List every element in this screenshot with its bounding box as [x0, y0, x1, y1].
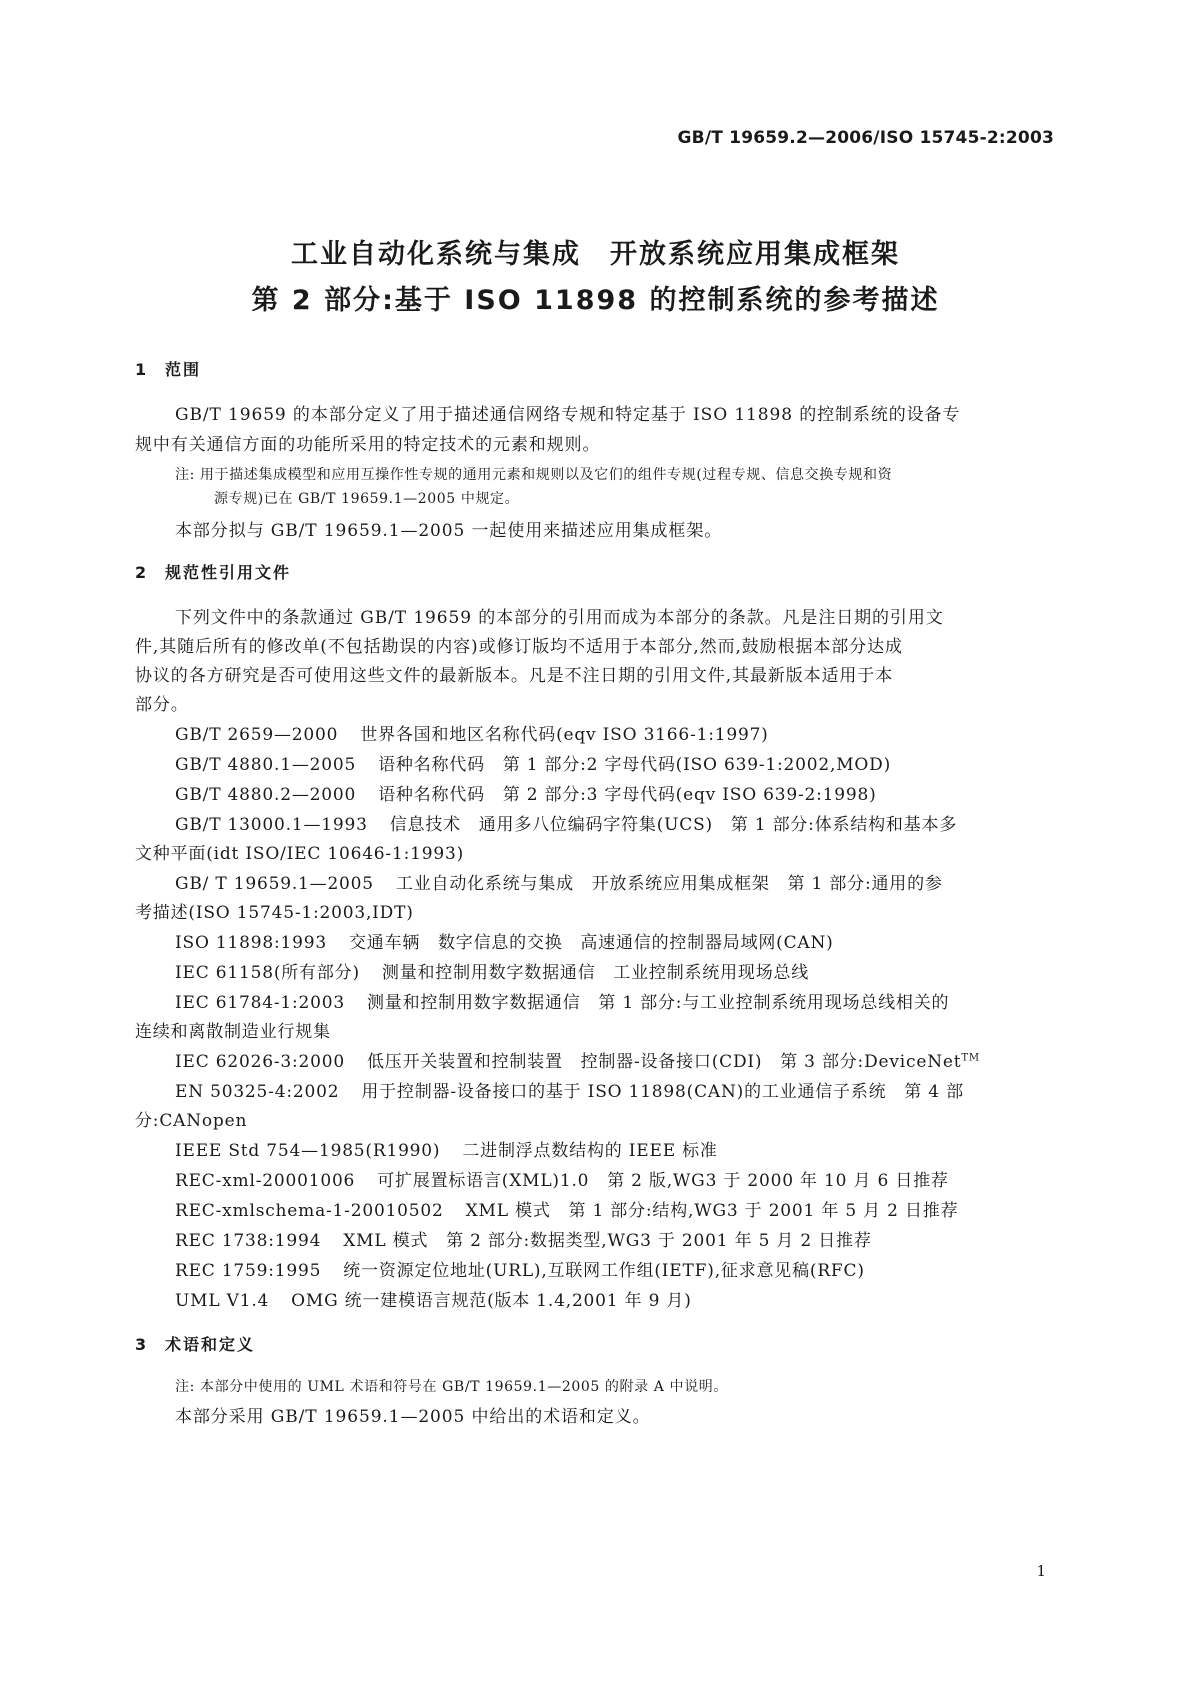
paragraph-line: 部分。: [135, 695, 189, 715]
reference-item-continuation: 文种平面(idt ISO/IEC 10646-1:1993): [135, 844, 465, 864]
reference-item-continuation: 连续和离散制造业行规集: [135, 1022, 331, 1042]
trademark-superscript: TM: [961, 1052, 980, 1064]
section-number: 1: [135, 360, 147, 379]
standard-code: GB/T 19659.2—2006/ISO 15745-2:2003: [677, 128, 1054, 148]
note-line: 注: 用于描述集成模型和应用互操作性专规的通用元素和规则以及它们的组件专规(过程专规、信息交换专规和资: [175, 467, 893, 483]
paragraph-line: 本部分采用 GB/T 19659.1—2005 中给出的术语和定义。: [175, 1407, 651, 1427]
paragraph-line: 下列文件中的条款通过 GB/T 19659 的本部分的引用而成为本部分的条款。凡是注日期的引用文: [175, 608, 944, 628]
section-title: 规范性引用文件: [165, 563, 292, 582]
title-line-2: 第 2 部分:基于 ISO 11898 的控制系统的参考描述: [251, 285, 940, 316]
section-title: 范围: [165, 360, 202, 379]
reference-item: GB/T 2659—2000 世界各国和地区名称代码(eqv ISO 3166-1:1997): [175, 725, 769, 745]
reference-item: IEC 61784-1:2003 测量和控制用数字数据通信 第 1 部分:与工业控制系统用现场总线相关的: [175, 993, 950, 1013]
reference-item: REC-xml-20001006 可扩展置标语言(XML)1.0 第 2 版,WG3 于 2000 年 10 月 6 日推荐: [175, 1171, 949, 1191]
reference-item: GB/ T 19659.1—2005 工业自动化系统与集成 开放系统应用集成框架 第 1 部分:通用的参: [175, 874, 943, 894]
reference-item: ISO 11898:1993 交通车辆 数字信息的交换 高速通信的控制器局域网(CAN): [175, 933, 834, 953]
section-number: 2: [135, 563, 147, 582]
reference-item: GB/T 13000.1—1993 信息技术 通用多八位编码字符集(UCS) 第 1 部分:体系结构和基本多: [175, 815, 958, 835]
section-3-heading: [135, 1332, 255, 1355]
section-1-heading: [135, 357, 201, 380]
reference-item: REC 1738:1994 XML 模式 第 2 部分:数据类型,WG3 于 2001 年 5 月 2 日推荐: [175, 1231, 872, 1251]
reference-item: IEEE Std 754—1985(R1990) 二进制浮点数结构的 IEEE 标准: [175, 1141, 718, 1161]
reference-item: IEC 61158(所有部分) 测量和控制用数字数据通信 工业控制系统用现场总线: [175, 963, 810, 983]
paragraph-line: GB/T 19659 的本部分定义了用于描述通信网络专规和特定基于 ISO 11898 的控制系统的设备专: [175, 405, 961, 425]
reference-item: GB/T 4880.1—2005 语种名称代码 第 1 部分:2 字母代码(ISO 639-1:2002,MOD): [175, 755, 892, 775]
section-title: 术语和定义: [165, 1335, 256, 1354]
section-2-heading: [135, 560, 291, 583]
note-line: 注: 本部分中使用的 UML 术语和符号在 GB/T 19659.1—2005 的附录 A 中说明。: [175, 1379, 728, 1395]
reference-item: EN 50325-4:2002 用于控制器-设备接口的基于 ISO 11898(CAN)的工业通信子系统 第 4 部: [175, 1082, 964, 1102]
note-line: 源专规)已在 GB/T 19659.1—2005 中规定。: [214, 491, 520, 507]
reference-item-continuation: 分:CANopen: [135, 1111, 248, 1131]
paragraph-line: 件,其随后所有的修改单(不包括勘误的内容)或修订版均不适用于本部分,然而,鼓励根据本部分达成: [135, 637, 903, 657]
reference-item: UML V1.4 OMG 统一建模语言规范(版本 1.4,2001 年 9 月): [175, 1291, 692, 1311]
reference-item: IEC 62026-3:2000 低压开关装置和控制装置 控制器-设备接口(CDI) 第 3 部分:DeviceNet™: [175, 1052, 980, 1072]
reference-item: GB/T 4880.2—2000 语种名称代码 第 2 部分:3 字母代码(eqv ISO 639-2:1998): [175, 785, 877, 805]
reference-item: REC-xmlschema-1-20010502 XML 模式 第 1 部分:结构,WG3 于 2001 年 5 月 2 日推荐: [175, 1201, 959, 1221]
reference-item: REC 1759:1995 统一资源定位地址(URL),互联网工作组(IETF),征求意见稿(RFC): [175, 1261, 865, 1281]
paragraph-line: 协议的各方研究是否可使用这些文件的最新版本。凡是不注日期的引用文件,其最新版本适用于本: [135, 666, 894, 686]
title-line-1: 工业自动化系统与集成 开放系统应用集成框架: [291, 239, 900, 270]
reference-item-continuation: 考描述(ISO 15745-1:2003,IDT): [135, 903, 414, 923]
page-number: 1: [1036, 1562, 1046, 1580]
paragraph-line: 规中有关通信方面的功能所采用的特定技术的元素和规则。: [135, 435, 601, 455]
section-number: 3: [135, 1335, 147, 1354]
paragraph-line: 本部分拟与 GB/T 19659.1—2005 一起使用来描述应用集成框架。: [175, 521, 723, 541]
